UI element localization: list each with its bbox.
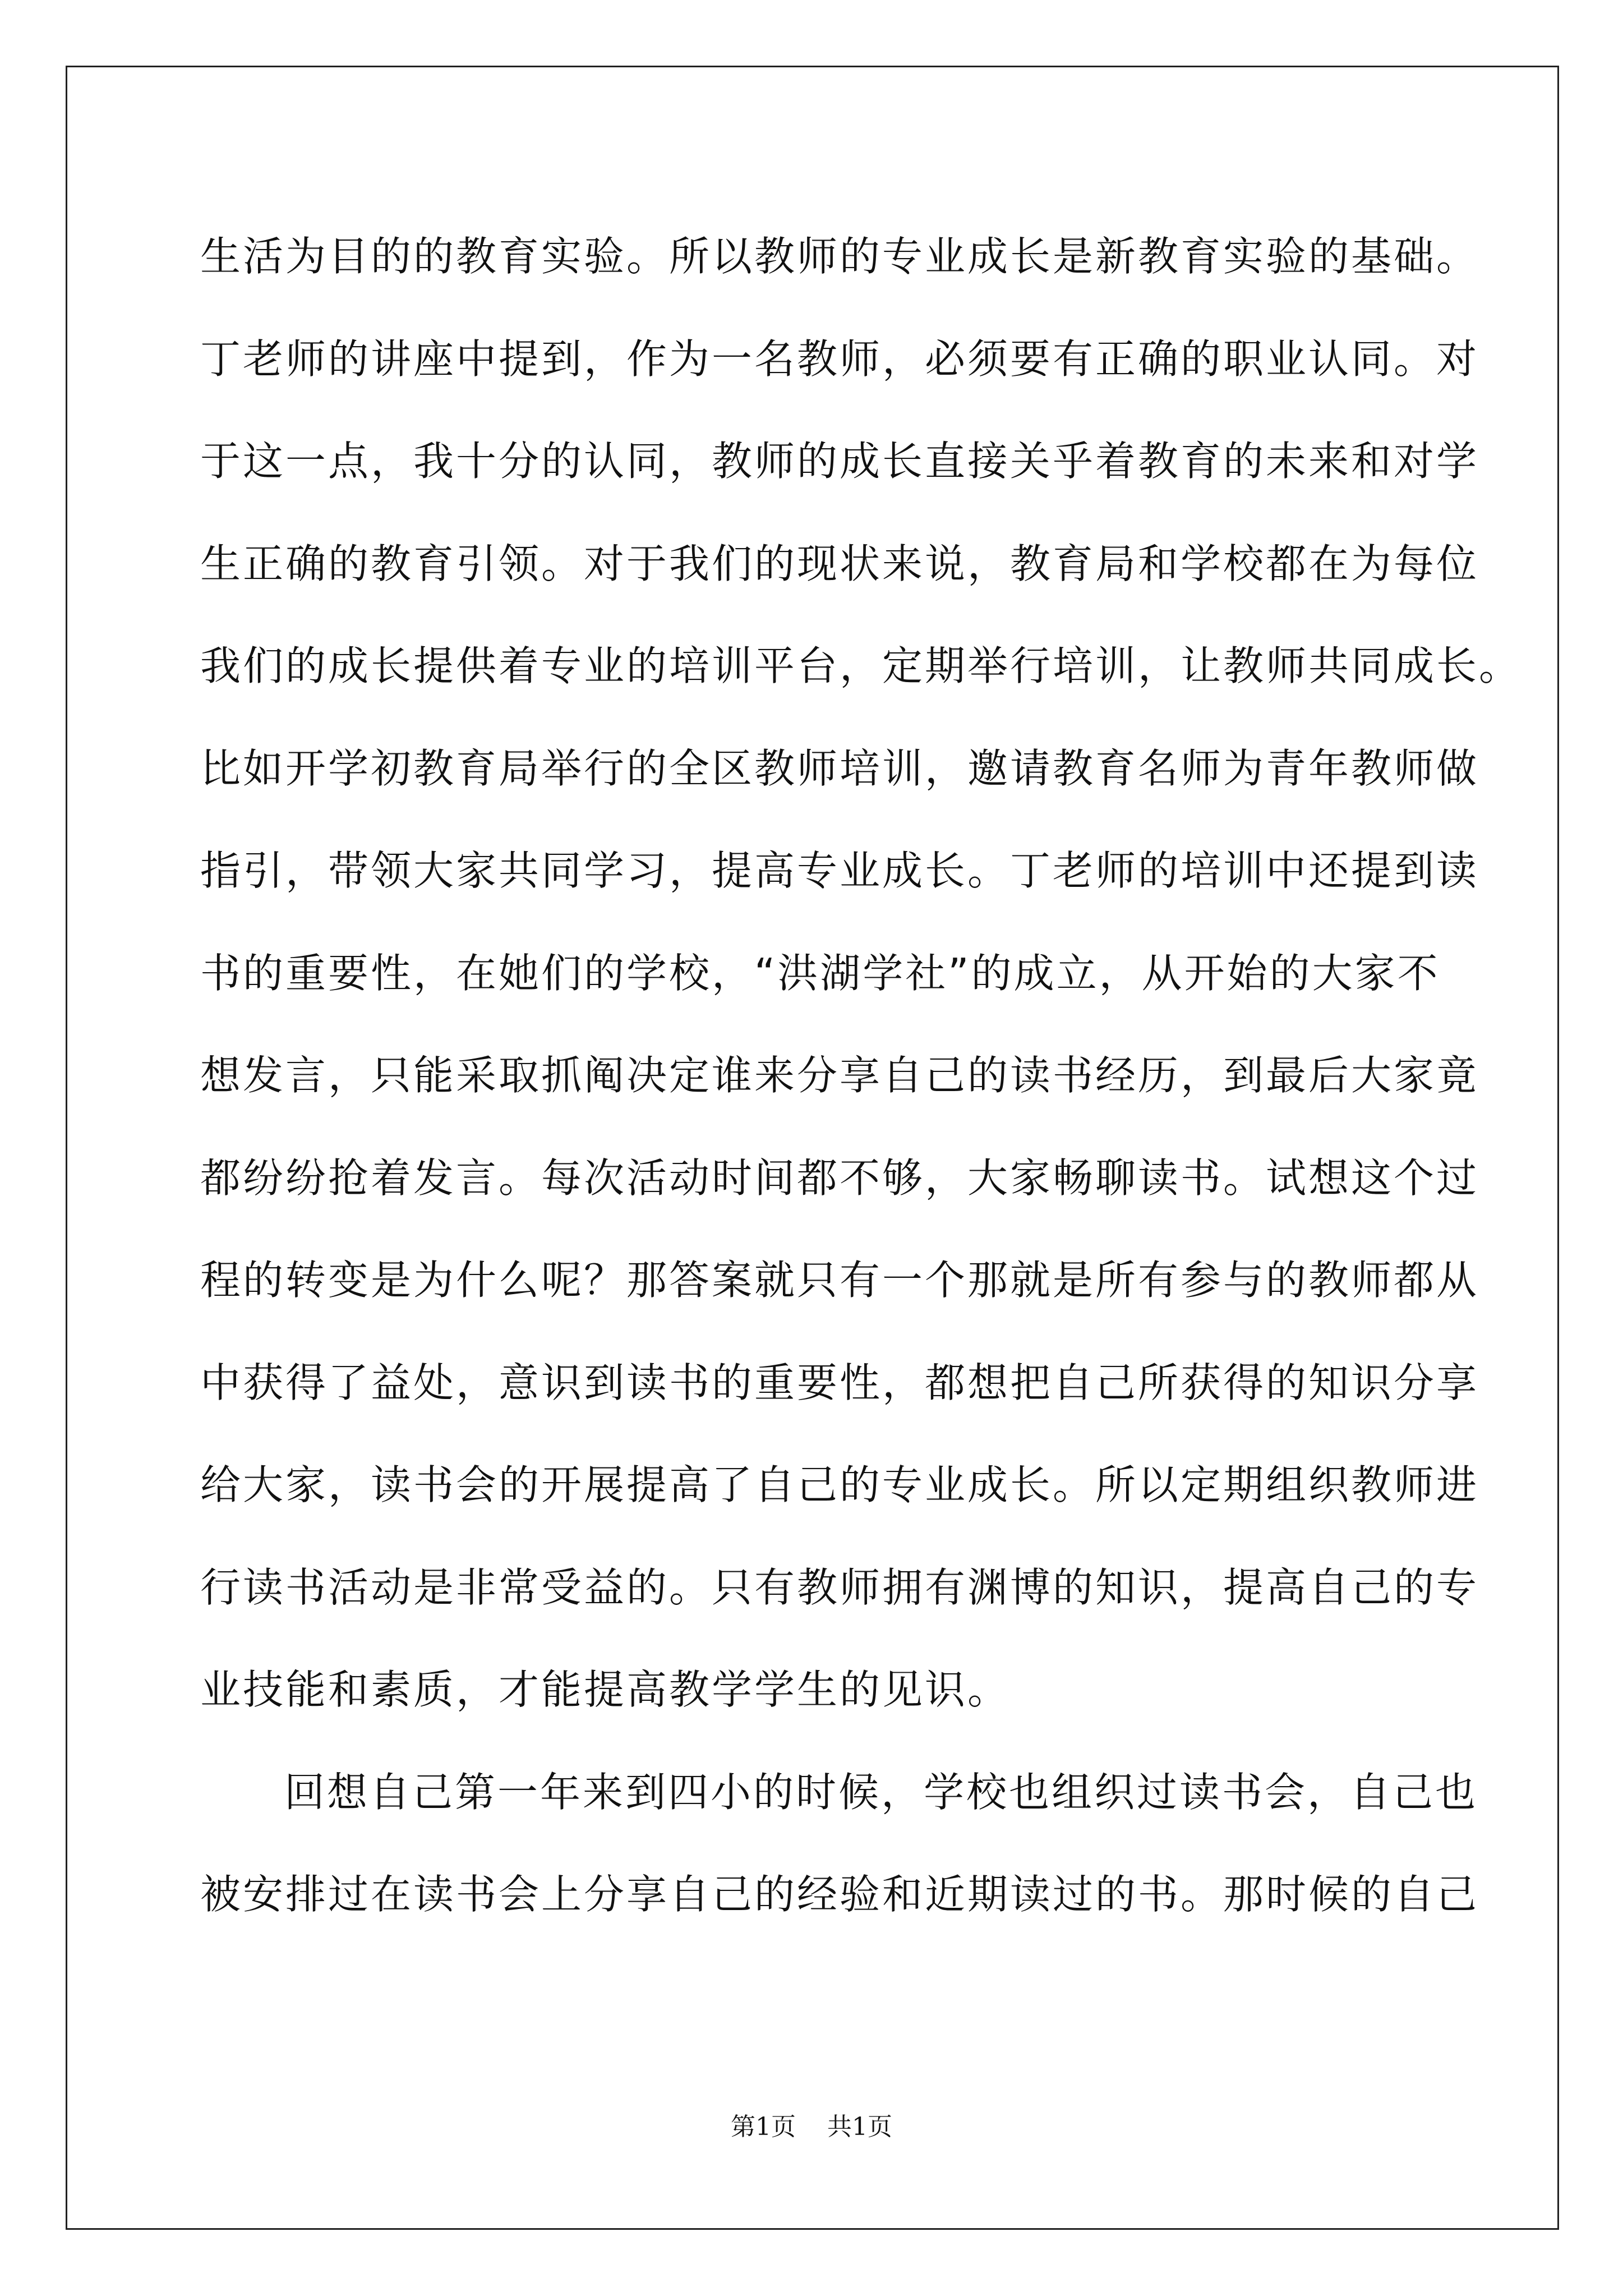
text-line: 丁老师的讲座中提到，作为一名教师，必须要有正确的职业认同。对: [200, 335, 1479, 383]
text-line: 比如开学初教育局举行的全区教师培训，邀请教育名师为青年教师做: [200, 744, 1479, 792]
text-line: 书的重要性，在她们的学校，“洪湖学社”的成立，从开始的大家不: [200, 949, 1440, 997]
text-line: 想发言，只能采取抓阄决定谁来分享自己的读书经历，到最后大家竟: [200, 1052, 1479, 1099]
text-line: 给大家，读书会的开展提高了自己的专业成长。所以定期组织教师进: [200, 1461, 1479, 1508]
document-body: [200, 205, 1522, 1946]
text-line: 指引，带领大家共同学习，提高专业成长。丁老师的培训中还提到读: [200, 847, 1479, 894]
text-line: 行读书活动是非常受益的。只有教师拥有渊博的知识，提高自己的专: [200, 1563, 1479, 1611]
text-line: 生正确的教育引领。对于我们的现状来说，教育局和学校都在为每位: [200, 540, 1479, 587]
text-line: 中获得了益处，意识到读书的重要性，都想把自己所获得的知识分享: [200, 1359, 1479, 1406]
paragraph-first-line: 回想自己第一年来到四小的时候，学校也组织过读书会，自己也: [284, 1768, 1478, 1816]
page-number: 第1页: [731, 2113, 796, 2141]
text-line: 我们的成长提供着专业的培训平台，定期举行培训，让教师共同成长。: [200, 642, 1522, 689]
page-total: 共1页: [827, 2113, 892, 2141]
page-footer: [0, 2106, 1623, 2142]
text-line: 业技能和素质，才能提高教学学生的见识。: [200, 1666, 1011, 1713]
text-line: 被安排过在读书会上分享自己的经验和近期读过的书。那时候的自己: [200, 1871, 1479, 1918]
text-line: 都纷纷抢着发言。每次活动时间都不够，大家畅聊读书。试想这个过: [200, 1154, 1479, 1202]
text-line: 于这一点，我十分的认同，教师的成长直接关乎着教育的未来和对学: [200, 438, 1479, 485]
text-line: 程的转变是为什么呢？那答案就只有一个那就是所有参与的教师都从: [200, 1257, 1479, 1304]
text-line: 生活为目的的教育实验。所以教师的专业成长是新教育实验的基础。: [200, 233, 1479, 280]
